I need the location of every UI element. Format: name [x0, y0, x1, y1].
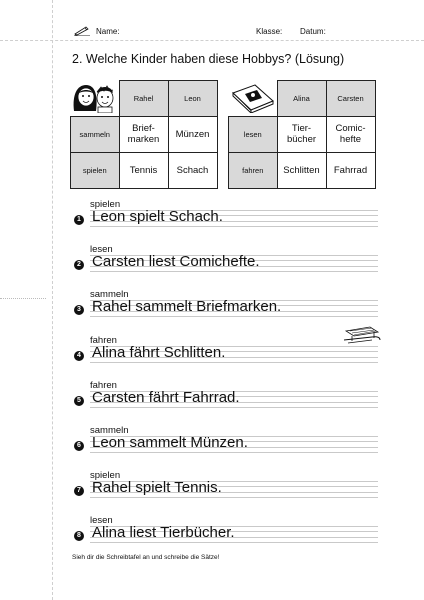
table-cell: [168, 152, 217, 188]
exercise-verb: spielen: [90, 199, 121, 210]
row-label: lesen: [229, 116, 278, 152]
cell-text: Comic- hefte: [335, 123, 366, 145]
margin-line-horizontal: [0, 40, 424, 41]
klasse-label: Klasse:: [256, 27, 283, 36]
writing-line: [90, 226, 378, 227]
exercise-sentence: Carsten liest Comichefte.: [92, 253, 260, 270]
table-cell: [326, 152, 375, 188]
exercise-verb: fahren: [90, 380, 117, 391]
cell-text: Brief- marken: [127, 123, 160, 145]
hobby-table-1: [70, 80, 218, 189]
exercise-verb: lesen: [90, 244, 113, 255]
exercise-title: 2. Welche Kinder haben diese Hobbys? (Lösung): [72, 52, 345, 66]
table-cell: [277, 152, 326, 188]
cell-text: Fahrrad: [333, 164, 368, 176]
margin-line-vertical: [52, 0, 53, 600]
writing-line: [90, 271, 378, 272]
punch-mark: [0, 298, 46, 299]
column-header: Alina: [277, 81, 326, 117]
exercise-item: [72, 289, 378, 327]
exercise-number: 6: [74, 441, 84, 451]
exercise-sentence: Rahel sammelt Briefmarken.: [92, 298, 282, 315]
worksheet-header: [60, 26, 412, 40]
exercise-sentence: Leon spielt Schach.: [92, 208, 223, 225]
column-header: Carsten: [326, 81, 375, 117]
exercise-number: 3: [74, 305, 84, 315]
column-header: Leon: [168, 81, 217, 117]
column-header: Rahel: [119, 81, 168, 117]
pencil-icon: [74, 26, 90, 36]
name-label: Name:: [96, 27, 120, 36]
book-icon: [229, 81, 277, 113]
exercise-item: [72, 470, 378, 508]
cell-text: Schlitten: [283, 164, 320, 176]
cell-text: Schach: [176, 164, 209, 176]
exercise-sentence: Rahel spielt Tennis.: [92, 479, 222, 496]
datum-label: Datum:: [300, 27, 326, 36]
exercise-item: [72, 380, 378, 418]
exercise-verb: fahren: [90, 335, 117, 346]
exercise-number: 8: [74, 531, 84, 541]
table-cell: [119, 152, 168, 188]
book-illustration: [229, 81, 278, 117]
instruction-footer: Sieh dir die Schreibtafel an und schreibe die Sätze!: [72, 554, 220, 561]
row-label: sammeln: [71, 116, 120, 152]
exercise-number: 7: [74, 486, 84, 496]
exercise-number: 5: [74, 396, 84, 406]
writing-line: [90, 497, 378, 498]
row-label: spielen: [71, 152, 120, 188]
exercise-sentence: Leon sammelt Münzen.: [92, 434, 248, 451]
writing-line: [90, 362, 378, 363]
children-icon: [71, 81, 119, 113]
writing-line: [90, 542, 378, 543]
exercise-number: 4: [74, 351, 84, 361]
exercise-item: [72, 199, 378, 237]
writing-line: [90, 452, 378, 453]
exercise-sentence: Alina liest Tierbücher.: [92, 524, 235, 541]
exercise-item: [72, 425, 378, 463]
exercise-verb: sammeln: [90, 425, 129, 436]
table-cell: [119, 116, 168, 152]
cell-text: Tennis: [129, 164, 158, 176]
hobby-table-2: [228, 80, 376, 189]
exercise-verb: lesen: [90, 515, 113, 526]
exercise-sentence: Alina fährt Schlitten.: [92, 344, 226, 361]
writing-line: [90, 316, 378, 317]
table-cell: [326, 116, 375, 152]
table-cell: [277, 116, 326, 152]
row-label: fahren: [229, 152, 278, 188]
exercise-number: 2: [74, 260, 84, 270]
cell-text: Tier- bücher: [286, 123, 317, 145]
exercise-verb: sammeln: [90, 289, 129, 300]
exercise-number: 1: [74, 215, 84, 225]
exercise-item: [72, 515, 378, 553]
children-illustration: [71, 81, 120, 117]
exercise-sentence: Carsten fährt Fahrrad.: [92, 389, 240, 406]
table-cell: [168, 116, 217, 152]
writing-line: [90, 407, 378, 408]
exercise-item: [72, 244, 378, 282]
exercise-verb: spielen: [90, 470, 121, 481]
exercise-item: [72, 335, 378, 373]
sled-icon: [342, 326, 382, 346]
cell-text: Münzen: [175, 128, 210, 140]
